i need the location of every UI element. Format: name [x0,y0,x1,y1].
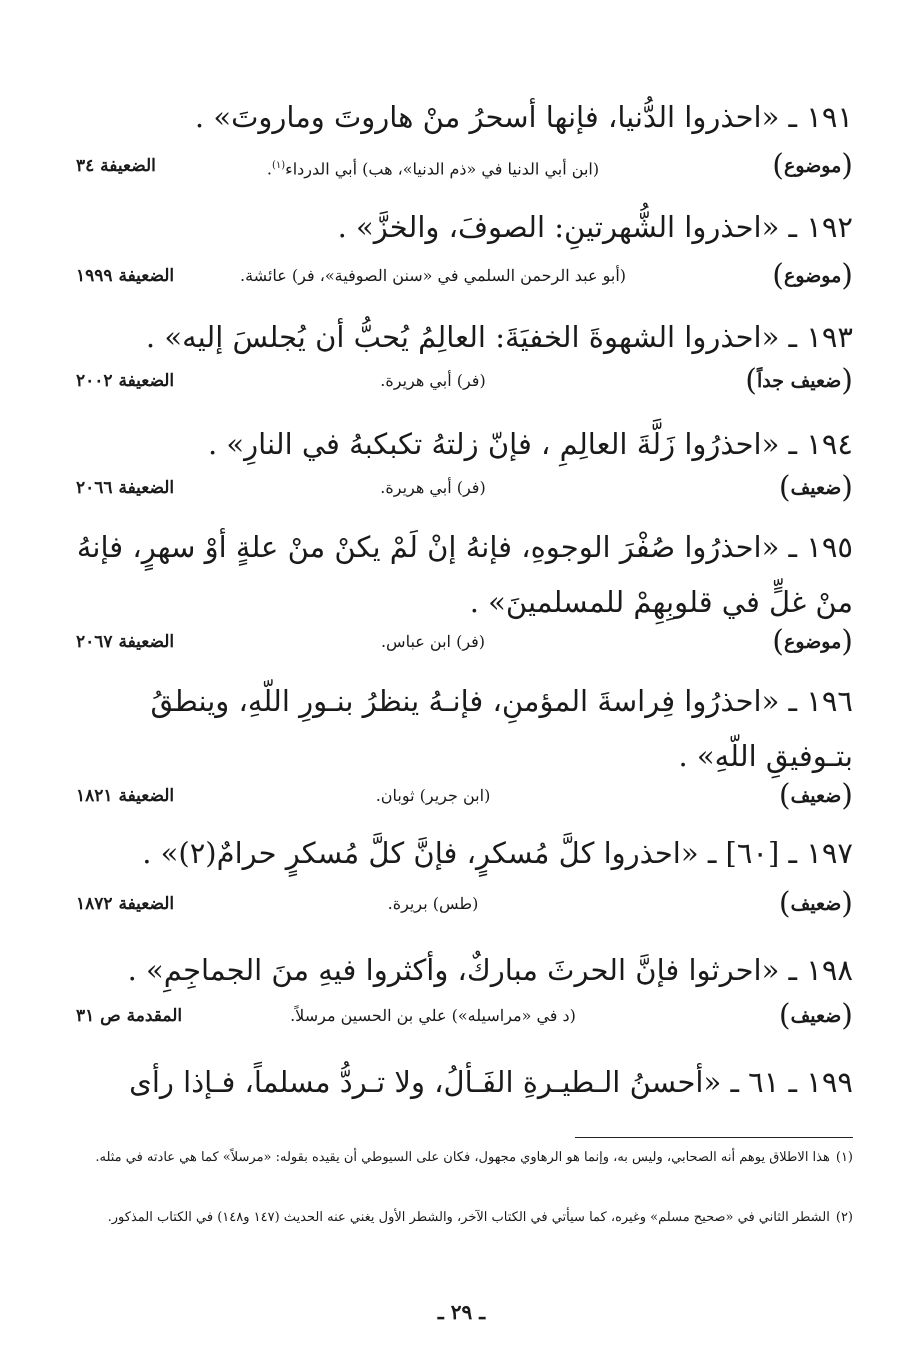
hadith-191-source [76,146,853,186]
source-reference: (طس) بريرة. [387,894,479,913]
source-reference: (فر) أبي هريرة. [380,478,486,497]
hadith-197-source [76,884,853,924]
footnote-separator [575,1137,853,1138]
hadith-197-text: ١٩٧ ـ [٦٠] ـ «احذروا كلَّ مُسكرٍ، فإنَّ كلَّ مُسكرٍ حرامٌ(٢)» . [142,836,853,870]
hadith-193-text: ١٩٣ ـ «احذروا الشهوةَ الخفيَةَ: العالِمُ يُحبُّ أن يُجلسَ إليه» . [145,320,853,354]
grade-label: (ضعيف) [778,886,853,921]
hadith-198-source [76,996,853,1036]
footnote-1: (١)هذا الاطلاق يوهم أنه الصحابي، وليس به، وإنما هو الرهاوي مجهول، فكان على السيوطي أن يقيده بقوله: «مرسلاً» كما هي عادته في مثله. [95,1150,853,1165]
hadith-194-text: ١٩٤ ـ «احذرُوا زَلَّةَ العالِمِ ، فإنّ زلتهُ تكبكبهُ في النارِ» . [207,427,853,461]
hadith-196-source [76,776,853,816]
hadith-194-source [76,468,853,508]
book-citation: الضعيفة ١٩٩٩ [76,266,175,286]
book-citation: الضعيفة ٣٤ [76,156,156,176]
source-reference: (ابن أبي الدنيا في «ذم الدنيا»، هب) أبي الدرداء$^{(١)}$. [266,159,600,179]
hadith-199-text: ١٩٩ ـ ٦١ ـ «أحسنُ الـطيـرةِ الفَـألُ، ولا تـردُّ مسلماً، فـإذا رأى [129,1065,853,1099]
hadith-195-text: ١٩٥ ـ «احذرُوا صُفْرَ الوجوهِ، فإنهُ إنْ لَمْ يكنْ منْ علةٍ أوْ سهرٍ، فإنهُ منْ غلٍّ في قلوبِهِمْ للمسلمينَ» . [76,530,853,619]
source-reference: (ابن جرير) ثوبان. [375,786,491,805]
footnote-marker: (١) [271,160,286,171]
hadith-191-text: ١٩١ ـ «احذروا الدُّنيا، فإنها أسحرُ منْ هاروتَ وماروتَ» . [194,100,853,134]
book-citation: المقدمة ص ٣١ [76,1006,183,1026]
hadith-192-source [76,256,853,296]
footnote-2: (٢)الشطر الثاني في «صحيح مسلم» وغيره، كما سيأتي في الكتاب الآخر، والشطر الأول يغني عنه الحديث (١٤٧ و١٤٨) في الكتاب المذكور. [107,1210,853,1225]
grade-label: (موضوع) [772,148,853,183]
hadith-198-text: ١٩٨ ـ «احرثوا فإنَّ الحرثَ مباركٌ، وأكثروا فيهِ منَ الجماجِمِ» . [127,953,853,987]
source-reference: (أبو عبد الرحمن السلمي في «سنن الصوفية»، فر) عائشة. [240,266,626,285]
hadith-196-text: ١٩٦ ـ «احذرُوا فِراسةَ المؤمنِ، فإنـهُ ينظرُ بنـورِ اللّهِ، وينطقُ بتـوفيقِ اللّهِ» . [150,684,853,773]
source-reference: (د في «مراسيله») علي بن الحسين مرسلاً. [290,1006,576,1025]
grade-label: (ضعيف) [778,998,853,1033]
source-reference: (فر) ابن عباس. [380,632,486,651]
book-citation: الضعيفة ٢٠٠٢ [76,371,175,391]
grade-label: (ضعيف) [778,778,853,813]
grade-label: (موضوع) [772,258,853,293]
book-citation: الضعيفة ٢٠٦٧ [76,632,175,652]
book-citation: الضعيفة ٢٠٦٦ [76,478,175,498]
page-number: ـ ٢٩ ـ [437,1300,486,1324]
book-citation: الضعيفة ١٨٢١ [76,786,175,806]
grade-label: (ضعيف) [778,470,853,505]
grade-label: (ضعيف جداً) [745,363,853,398]
hadith-195-source [76,622,853,662]
book-citation: الضعيفة ١٨٧٢ [76,894,175,914]
hadith-192-text: ١٩٢ ـ «احذروا الشُّهرتينِ: الصوفَ، والخزَّ» . [337,210,853,244]
grade-label: (موضوع) [772,624,853,659]
hadith-193-source [76,361,853,401]
source-reference: (فر) أبي هريرة. [380,371,486,390]
